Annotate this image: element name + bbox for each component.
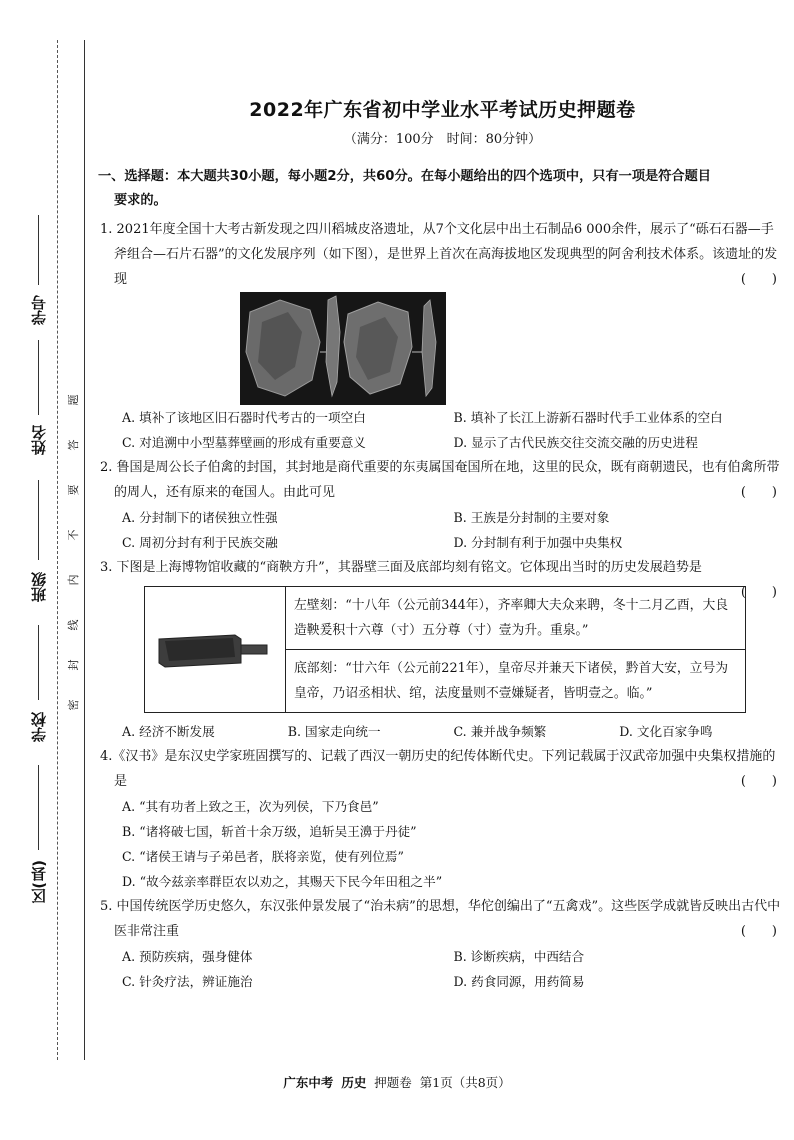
option-d[interactable]: D. “故今兹亲率群臣农以劝之，其赐天下民今年田租之半” <box>122 874 443 889</box>
question-4 <box>100 744 785 894</box>
section-heading-line1: 一、选择题：本大题共30小题，每小题2分，共60分。在每小题给出的四个选项中，只有一项是符合题目 <box>98 169 711 184</box>
option-c[interactable]: C. “诸侯王请与子弟邑者，朕将亲览，使有列位焉” <box>122 849 404 864</box>
seal-char: 题 <box>67 394 80 406</box>
margin-label-student-id: 学号 <box>30 295 48 325</box>
option-a[interactable]: A. 经济不断发展 <box>122 724 215 739</box>
question-text: 5. 中国传统医学历史悠久，东汉张仲景发展了“治未病”的思想，华佗创编出了“五禽戏”。这些医学成就皆反映出古代中医非常注重 <box>100 899 781 939</box>
margin-label-name: 姓名 <box>30 425 48 455</box>
option-c[interactable]: C. 针灸疗法，辨证施治 <box>122 974 253 989</box>
margin-fill-line <box>38 340 39 415</box>
seal-char: 封 <box>67 659 80 671</box>
options-list <box>100 944 785 994</box>
footer-brand: 广东中考 <box>283 1075 334 1090</box>
option-a[interactable]: A. “其有功者上致之王，次为列侯，下乃食邑” <box>122 799 379 814</box>
footer-subject: 历史 <box>341 1075 367 1090</box>
question-5 <box>100 894 785 994</box>
footer-paper: 押题卷 <box>374 1075 412 1090</box>
margin-label-district: 区(县) <box>30 860 48 904</box>
option-a[interactable]: A. 分封制下的诸侯独立性强 <box>122 510 278 525</box>
option-d[interactable]: D. 药食同源，用药简易 <box>453 974 585 989</box>
options-list <box>100 505 785 555</box>
inscription-left-wall: 左壁刻：“十八年（公元前344年），齐率卿大夫众来聘，冬十二月乙酉，大良造鞅爰积十六尊（寸）五分尊（寸）壹为升。重泉。” <box>294 598 729 638</box>
margin-fill-line <box>38 215 39 285</box>
exam-content <box>100 95 785 994</box>
shang-yang-measure-image <box>145 587 286 712</box>
option-b[interactable]: B. 国家走向统一 <box>287 724 381 739</box>
question-2 <box>100 455 785 555</box>
section-heading-line2: 要求的。 <box>114 193 167 208</box>
options-list <box>100 405 785 455</box>
option-c[interactable]: C. 周初分封有利于民族交融 <box>122 535 278 550</box>
option-b[interactable]: B. 填补了长江上游新石器时代手工业体系的空白 <box>453 410 723 425</box>
option-d[interactable]: D. 显示了古代民族交往交流交融的历史进程 <box>453 435 698 450</box>
answer-paren: ( ) <box>740 585 777 600</box>
seal-dotted-line <box>57 40 58 1060</box>
question-1 <box>100 217 785 455</box>
option-b[interactable]: B. “诸将破七国，斩首十余万级，追斩吴王濞于丹徒” <box>122 824 417 839</box>
option-b[interactable]: B. 诊断疾病，中西结合 <box>453 949 585 964</box>
question-text: 1. 2021年度全国十大考古新发现之四川稻城皮洛遗址，从7个文化层中出土石制品6 000余件，展示了“砾石石器—手斧组合—石片石器”的文化发展序列（如下图），是世界上首次在高海拔地区发现典型的阿舍利技术体系。该遗址的发现 <box>100 222 778 287</box>
seal-char: 密 <box>67 699 80 711</box>
page-footer <box>0 1073 794 1091</box>
inscription-table <box>144 586 746 713</box>
margin-fill-line <box>38 625 39 700</box>
option-d[interactable]: D. 文化百家争鸣 <box>619 724 713 739</box>
option-a[interactable]: A. 填补了该地区旧石器时代考古的一项空白 <box>122 410 366 425</box>
seal-char: 要 <box>67 484 80 496</box>
margin-fill-line <box>38 765 39 850</box>
seal-char: 不 <box>67 529 80 541</box>
option-b[interactable]: B. 王族是分封制的主要对象 <box>453 510 610 525</box>
page-subtitle: （满分：100分 时间：80分钟） <box>343 132 542 147</box>
options-list <box>100 794 785 894</box>
question-text: 3. 下图是上海博物馆收藏的“商鞅方升”，其器壁三面及底部均刻有铭文。它体现出当时的历史发展趋势是 <box>100 560 702 575</box>
option-a[interactable]: A. 预防疾病，强身健体 <box>122 949 253 964</box>
margin-label-school: 学校 <box>30 712 48 742</box>
option-c[interactable]: C. 对追溯中小型墓葬壁画的形成有重要意义 <box>122 435 366 450</box>
answer-paren: ( ) <box>740 485 777 500</box>
question-text: 4.《汉书》是东汉史学家班固撰写的、记载了西汉一朝历史的纪传体断代史。下列记载属于汉武帝加强中央集权措施的是 <box>100 749 776 789</box>
margin-label-class: 班级 <box>30 572 48 602</box>
options-list <box>100 719 785 744</box>
seal-char: 答 <box>67 439 80 451</box>
question-3 <box>100 555 785 744</box>
seal-char: 内 <box>67 574 80 586</box>
seal-char: 线 <box>67 619 80 631</box>
stone-tools-image <box>240 292 446 405</box>
option-c[interactable]: C. 兼并战争频繁 <box>453 724 547 739</box>
margin-solid-line <box>84 40 85 1060</box>
page-title: 2022年广东省初中学业水平考试历史押题卷 <box>249 99 636 121</box>
inscription-bottom: 底部刻：“廿六年（公元前221年），皇帝尽并兼天下诸侯，黔首大安，立号为皇帝，乃诏丞相状、绾，法度量则不壹嫌疑者，皆明壹之。临。” <box>286 649 745 712</box>
answer-paren: ( ) <box>740 924 777 939</box>
section-heading <box>100 165 785 213</box>
question-text: 2. 鲁国是周公长子伯禽的封国，其封地是商代重要的东夷属国奄国所在地，这里的民众，既有商朝遗民，也有伯禽所带的周人，还有原来的奄国人。由此可见 <box>100 460 780 500</box>
option-d[interactable]: D. 分封制有利于加强中央集权 <box>453 535 623 550</box>
answer-paren: ( ) <box>740 774 777 789</box>
footer-page: 第1页（共8页） <box>419 1075 511 1090</box>
margin-fill-line <box>38 480 39 560</box>
answer-paren: ( ) <box>740 272 777 287</box>
